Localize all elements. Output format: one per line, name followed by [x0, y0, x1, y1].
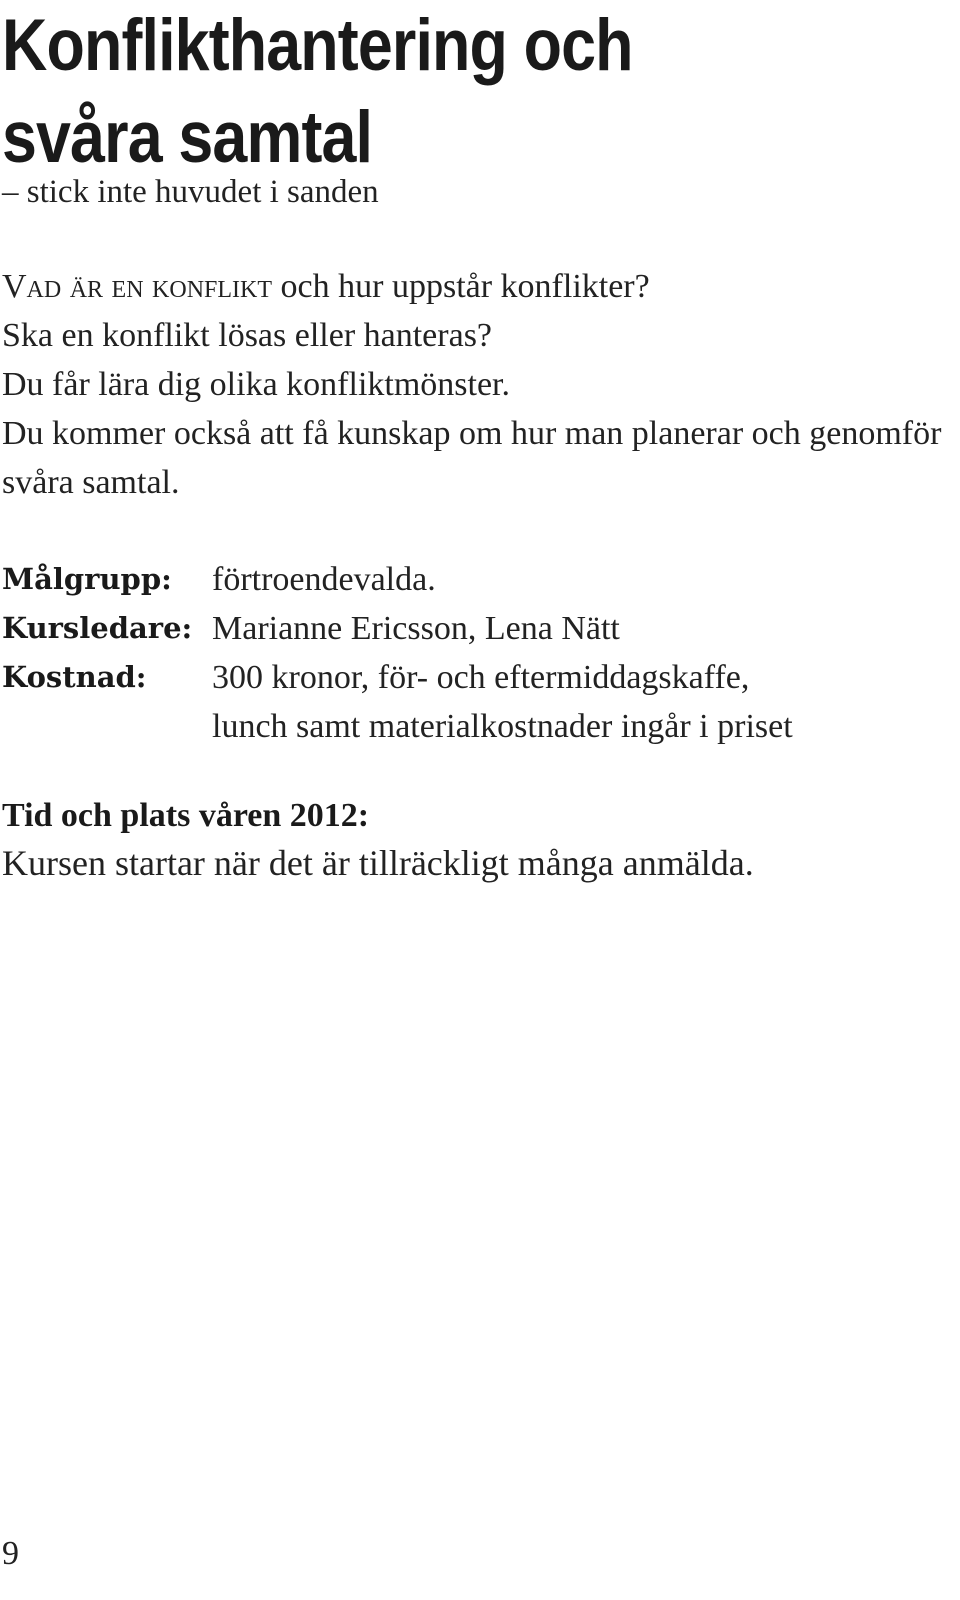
intro-line: Du kommer också att få kunskap om hur man planerar och genomför svåra samtal. — [2, 415, 942, 501]
schedule-section — [2, 793, 952, 887]
page-number: 9 — [2, 1535, 19, 1572]
detail-label: Kursledare: — [2, 611, 193, 645]
detail-value — [212, 555, 952, 604]
intro-line — [2, 262, 952, 311]
detail-value-line: Marianne Ericsson, Lena Nätt — [212, 610, 620, 647]
intro-line-rest: och hur uppstår konflikter? — [272, 268, 650, 305]
detail-label: Kostnad: — [2, 660, 147, 694]
detail-value-line: förtroendevalda. — [212, 561, 436, 598]
intro-line: Du får lära dig olika konfliktmönster. — [2, 366, 510, 403]
intro-lead: Vad är en konflikt — [2, 268, 273, 305]
subtitle: – stick inte huvudet i sanden — [2, 174, 379, 210]
detail-value — [212, 604, 952, 653]
detail-label: Målgrupp: — [2, 562, 172, 596]
page-title: Konflikthantering och svåra samtal — [2, 5, 633, 178]
intro-line: Ska en konflikt lösas eller hanteras? — [2, 317, 493, 354]
detail-value — [212, 653, 952, 751]
detail-row-target-group — [2, 555, 952, 604]
detail-row-course-leader — [2, 604, 952, 653]
intro-text — [2, 262, 952, 507]
detail-value-line: 300 kronor, för- och eftermiddagskaffe, — [212, 659, 750, 696]
detail-value-line: lunch samt materialkostnader ingår i priset — [212, 708, 793, 745]
schedule-heading: Tid och plats våren 2012: — [2, 797, 370, 834]
detail-row-cost — [2, 653, 952, 751]
course-details — [2, 555, 952, 751]
schedule-text: Kursen startar när det är tillräckligt många anmälda. — [2, 843, 754, 883]
